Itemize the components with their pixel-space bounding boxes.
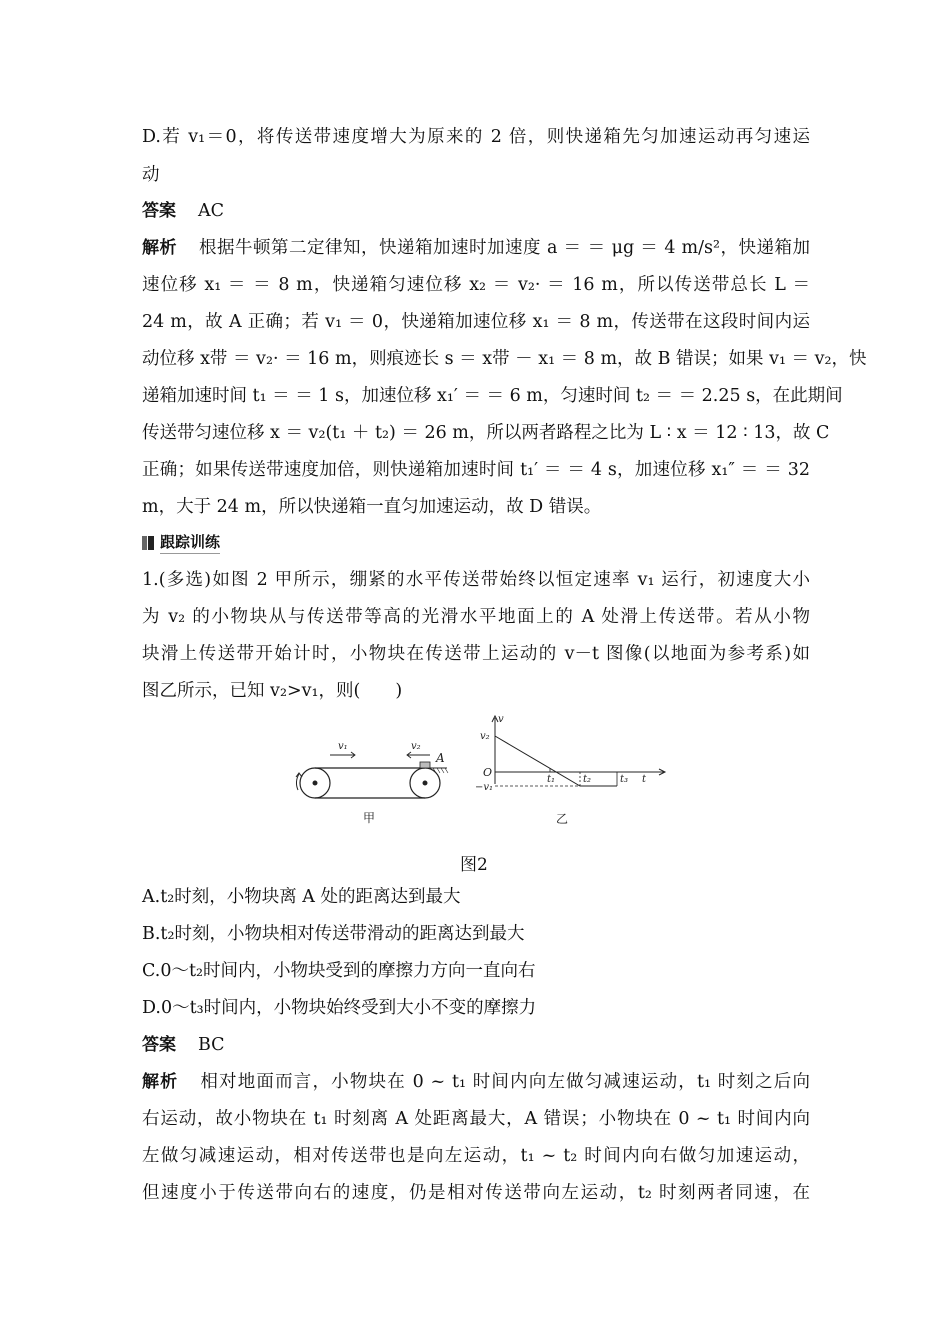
label-v2: v₂: [411, 741, 421, 752]
answer-value: AC: [198, 201, 225, 221]
rotation-arrowhead-icon: [296, 773, 302, 777]
vt-graph: [475, 714, 665, 826]
analysis-label: 解析: [142, 238, 177, 258]
option-a: A.t₂时刻，小物块离 A 处的距离达到最大: [142, 887, 461, 907]
text-line: 左做匀减速运动，相对传送带也是向左运动，t₁ ~ t₂ 时间内向右做匀加速运动，: [142, 1146, 810, 1166]
text-line: 动位移 x带 ＝ v₂· ＝ 16 m，则痕迹长 s ＝ x带 － x₁ ＝ 8 m，故 B 错误；如果 v₁ ＝ v₂，快: [142, 349, 867, 369]
ground-hatch-icon: [433, 768, 448, 773]
origin-label: O: [483, 766, 493, 779]
text-line: 根据牛顿第二定律知，快递箱加速时加速度 a ＝ ＝ μg ＝ 4 m/s²，快递箱加: [199, 238, 810, 258]
text-line: 24 m，故 A 正确；若 v₁ ＝ 0，快递箱加速位移 x₁ ＝ 8 m，传送带在这段时间内运: [142, 312, 810, 332]
neg-v1-label: −v₁: [475, 782, 494, 793]
answer-value: BC: [198, 1035, 225, 1055]
question-line: 块滑上传送带开始计时，小物块在传送带上运动的 v－t 图像(以地面为参考系)如: [142, 644, 810, 664]
analysis-row: [142, 1071, 810, 1093]
text-line: 相对地面而言，小物块在 0 ~ t₁ 时间内向左做匀减速运动，t₁ 时刻之后向: [200, 1072, 810, 1092]
right-pulley-axle-icon: [423, 781, 427, 785]
text-line: 传送带匀速位移 x ＝ v₂(t₁ ＋ t₂) ＝ 26 m，所以两者路程之比为 L ∶ x ＝ 12 ∶ 13，故 C: [142, 423, 830, 443]
analysis-label: 解析: [142, 1072, 179, 1092]
text-line: D.若 v₁＝0，将传送带速度增大为原来的 2 倍，则快递箱先匀加速运动再匀速运: [142, 127, 810, 147]
question-line: 1.(多选)如图 2 甲所示，绷紧的水平传送带始终以恒定速率 v₁ 运行，初速度大小: [142, 570, 810, 590]
velocity-line: [495, 736, 617, 786]
label-jia: 甲: [363, 811, 376, 825]
t1-label: t₁: [547, 774, 556, 785]
label-yi: 乙: [556, 812, 569, 826]
text-line: 右运动，故小物块在 t₁ 时刻离 A 处距离最大，A 错误；小物块在 0 ~ t₁ 时间内向: [142, 1109, 810, 1129]
section-heading: [142, 531, 220, 554]
label-v1: v₁: [338, 741, 348, 752]
section-marker-icon: [142, 536, 154, 550]
text-line: 动: [142, 165, 160, 185]
question-line: 图乙所示，已知 v₂>v₁，则( ): [142, 681, 403, 701]
text-line: 递箱加速时间 t₁ ＝ ＝ 1 s，加速位移 x₁′ ＝ ＝ 6 m，匀速时间 t₂ ＝ ＝ 2.25 s，在此期间: [142, 386, 843, 406]
figure-caption: 图2: [460, 855, 488, 875]
axis-t-label: t: [642, 774, 647, 785]
answer-row: [142, 1034, 225, 1056]
option-c: C.0～t₂时间内，小物块受到的摩擦力方向一直向右: [142, 961, 536, 981]
analysis-row: [142, 237, 810, 259]
section-title: 跟踪训练: [160, 531, 220, 554]
block-a: [420, 762, 430, 768]
text-line: 速位移 x₁ ＝ ＝ 8 m，快递箱匀速位移 x₂ ＝ v₂· ＝ 16 m，所以传送带总长 L ＝: [142, 275, 810, 295]
text-line: 但速度小于传送带向右的速度，仍是相对传送带向左运动，t₂ 时刻两者同速，在: [142, 1183, 810, 1203]
text-line: 正确；如果传送带速度加倍，则快递箱加速时间 t₁′ ＝ ＝ 4 s，加速位移 x₁″ ＝ ＝ 32: [142, 460, 810, 480]
axis-v2-label: v₂: [480, 731, 490, 742]
text-line: m，大于 24 m，所以快递箱一直匀加速运动，故 D 错误。: [142, 497, 602, 517]
t3-label: t₃: [620, 774, 629, 785]
conveyor-diagram: [296, 741, 448, 825]
question-line: 为 v₂ 的小物块从与传送带等高的光滑水平地面上的 A 处滑上传送带。若从小物: [142, 607, 810, 627]
t2-label: t₂: [583, 774, 592, 785]
label-a: A: [436, 751, 445, 765]
axis-v-label: v: [498, 714, 504, 725]
answer-row: [142, 200, 224, 222]
option-b: B.t₂时刻，小物块相对传送带滑动的距离达到最大: [142, 924, 525, 944]
figure-2: [285, 712, 670, 827]
option-d: D.0～t₃时间内，小物块始终受到大小不变的摩擦力: [142, 998, 537, 1018]
left-pulley-axle-icon: [313, 781, 317, 785]
answer-label: 答案: [142, 201, 176, 221]
answer-label: 答案: [142, 1035, 176, 1055]
